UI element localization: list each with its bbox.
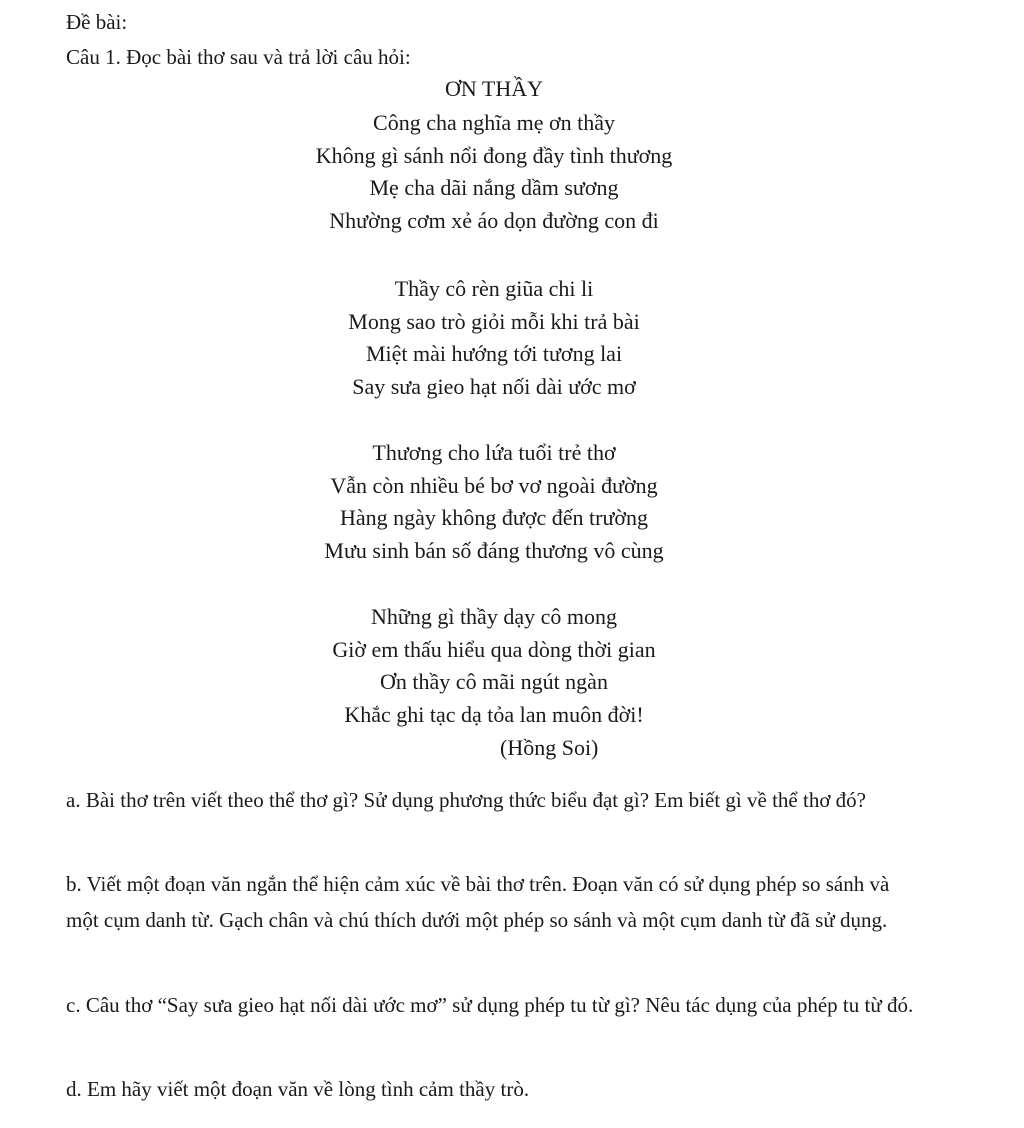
poem-line: Không gì sánh nổi đong đầy tình thương (315, 142, 673, 168)
poem-line: Mưu sinh bán số đáng thương vô cùng (324, 537, 664, 563)
poem-line: Những gì thầy dạy cô mong (371, 604, 617, 629)
poem-title: ƠN THẦY (445, 76, 543, 101)
poem-line: Thầy cô rèn giũa chi li (394, 276, 594, 301)
poem-line: Nhường cơm xẻ áo dọn đường con đi (329, 207, 659, 233)
task-d: d. Em hãy viết một đoạn văn về lòng tình cảm thầy trò. (66, 1077, 530, 1101)
poem-line: Khắc ghi tạc dạ tỏa lan muôn đời! (344, 701, 644, 727)
poem-line: Mẹ cha dãi nắng dầm sương (369, 175, 619, 201)
task-b: b. Viết một đoạn văn ngắn thể hiện cảm xúc về bài thơ trên. Đoạn văn có sử dụng phép so sánh và một cụm danh từ. Gạch chân và chú thích dưới một phép so sánh và một cụm danh từ đã sử dụng. (66, 872, 890, 932)
poem-line: Say sưa gieo hạt nối dài ước mơ (352, 373, 636, 399)
poem-author: (Hồng Soi) (500, 735, 599, 760)
poem-line: Mong sao trò giỏi mỗi khi trả bài (348, 308, 640, 334)
task-a: a. Bài thơ trên viết theo thể thơ gì? Sử dụng phương thức biểu đạt gì? Em biết gì về thể thơ đó? (66, 788, 866, 812)
poem-stanza-1 (0, 107, 988, 237)
poem-line: Ơn thầy cô mãi ngút ngàn (380, 669, 608, 695)
poem-line: Miệt mài hướng tới tương lai (365, 341, 623, 367)
poem-stanza-2 (0, 273, 988, 403)
poem-line: Công cha nghĩa mẹ ơn thầy (373, 110, 615, 135)
task-c: c. Câu thơ “Say sưa gieo hạt nối dài ước mơ” sử dụng phép tu từ gì? Nêu tác dụng của phép tu từ đó. (66, 993, 914, 1017)
poem-line: Hàng ngày không được đến trường (340, 505, 648, 531)
poem-stanza-4 (0, 601, 988, 731)
question-1-intro: Câu 1. Đọc bài thơ sau và trả lời câu hỏi: (66, 45, 411, 69)
poem-line: Thương cho lứa tuổi trẻ thơ (372, 440, 616, 465)
poem-line: Giờ em thấu hiểu qua dòng thời gian (332, 636, 656, 662)
poem-line: Vẫn còn nhiều bé bơ vơ ngoài đường (330, 472, 658, 498)
poem-stanza-3 (0, 437, 988, 567)
document-heading: Đề bài: (66, 10, 128, 34)
